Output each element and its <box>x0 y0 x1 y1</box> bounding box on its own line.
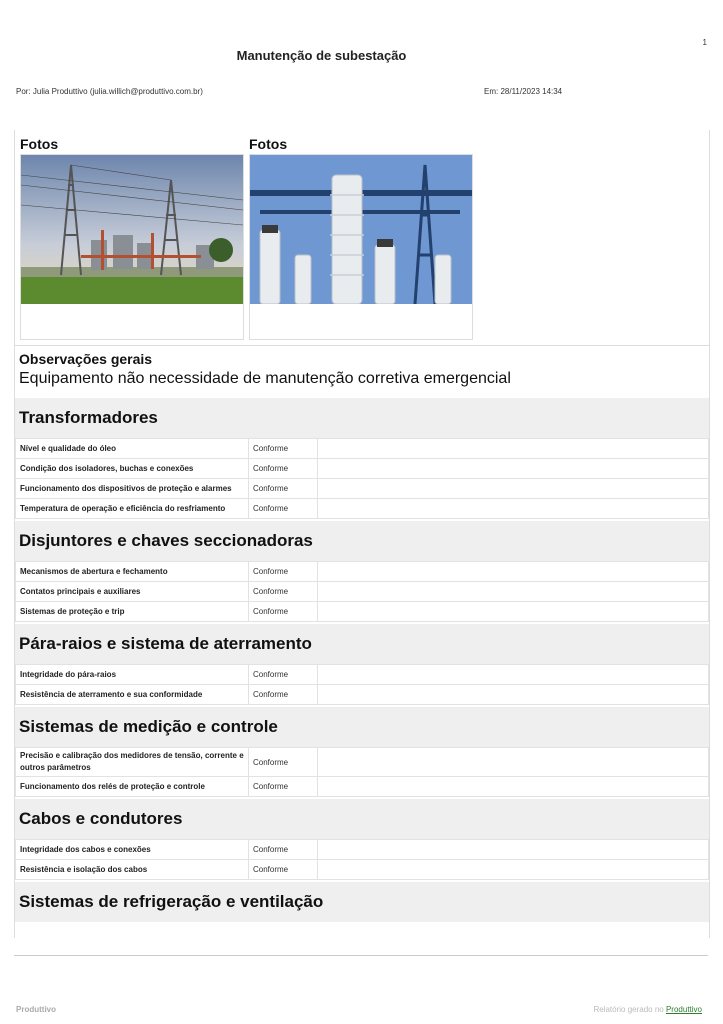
item-question: Sistemas de proteção e trip <box>16 602 249 622</box>
item-notes <box>318 685 709 705</box>
photo-frame[interactable] <box>249 154 473 340</box>
table-row <box>16 602 709 622</box>
observations-text: Equipamento não necessidade de manutenção corretiva emergencial <box>19 370 511 387</box>
insulators-photo-icon <box>250 155 472 304</box>
report-body <box>14 130 710 938</box>
item-notes <box>318 439 709 459</box>
item-answer: Conforme <box>249 860 318 880</box>
photos-row <box>15 130 709 345</box>
item-question: Precisão e calibração dos medidores de tensão, corrente e outros parâmetros <box>16 748 249 777</box>
item-question: Condição dos isoladores, buchas e conexões <box>16 459 249 479</box>
page-title: Manutenção de subestação <box>236 48 407 63</box>
item-question: Temperatura de operação e eficiência do resfriamento <box>16 499 249 519</box>
table-row <box>16 459 709 479</box>
item-answer: Conforme <box>249 582 318 602</box>
table-row <box>16 665 709 685</box>
table-row <box>16 499 709 519</box>
table-row <box>16 685 709 705</box>
item-question: Resistência de aterramento e sua conformidade <box>16 685 249 705</box>
section-title: Sistemas de medição e controle <box>15 707 709 747</box>
section-title: Transformadores <box>15 398 709 438</box>
item-question: Integridade dos cabos e conexões <box>16 840 249 860</box>
photo-frame[interactable] <box>20 154 244 340</box>
substation-photo-icon <box>21 155 243 304</box>
footer-brand: Produttivo <box>16 1005 56 1014</box>
item-question: Mecanismos de abertura e fechamento <box>16 562 249 582</box>
item-answer: Conforme <box>249 777 318 797</box>
section-title: Cabos e condutores <box>15 799 709 839</box>
checklist-table <box>15 839 709 880</box>
item-answer: Conforme <box>249 499 318 519</box>
table-row <box>16 748 709 777</box>
observations-title: Observações gerais <box>19 351 153 367</box>
table-row <box>16 860 709 880</box>
item-answer: Conforme <box>249 685 318 705</box>
table-row <box>16 582 709 602</box>
table-row <box>16 562 709 582</box>
item-notes <box>318 602 709 622</box>
footer-link[interactable]: Produttivo <box>665 1005 702 1014</box>
photo-label: Fotos <box>20 136 59 152</box>
section-title: Pára-raios e sistema de aterramento <box>15 624 709 664</box>
item-answer: Conforme <box>249 665 318 685</box>
general-observations <box>15 345 709 396</box>
item-notes <box>318 860 709 880</box>
photo-cell <box>249 134 473 345</box>
page-number: 1 <box>702 38 707 47</box>
item-notes <box>318 459 709 479</box>
item-notes <box>318 582 709 602</box>
date-line: Em: 28/11/2023 14:34 <box>484 87 563 96</box>
item-answer: Conforme <box>249 439 318 459</box>
item-answer: Conforme <box>249 748 318 777</box>
checklist-table <box>15 561 709 622</box>
table-row <box>16 479 709 499</box>
item-question: Funcionamento dos dispositivos de proteção e alarmes <box>16 479 249 499</box>
photo-label: Fotos <box>249 136 288 152</box>
checklist-table <box>15 664 709 705</box>
checklist-table <box>15 438 709 519</box>
item-question: Resistência e isolação dos cabos <box>16 860 249 880</box>
item-question: Contatos principais e auxiliares <box>16 582 249 602</box>
checklist-table <box>15 747 709 797</box>
item-answer: Conforme <box>249 840 318 860</box>
item-question: Integridade do pára-raios <box>16 665 249 685</box>
item-answer: Conforme <box>249 602 318 622</box>
footer-divider <box>14 955 708 956</box>
item-question: Funcionamento dos relés de proteção e controle <box>16 777 249 797</box>
item-answer: Conforme <box>249 459 318 479</box>
item-answer: Conforme <box>249 562 318 582</box>
item-notes <box>318 562 709 582</box>
item-notes <box>318 840 709 860</box>
item-notes <box>318 665 709 685</box>
item-notes <box>318 479 709 499</box>
section-title: Disjuntores e chaves seccionadoras <box>15 521 709 561</box>
photo-cell <box>20 134 244 345</box>
item-question: Nível e qualidade do óleo <box>16 439 249 459</box>
footer-note-text: Relatório gerado no <box>593 1005 666 1014</box>
footer-note <box>593 1005 702 1014</box>
item-notes <box>318 777 709 797</box>
item-answer: Conforme <box>249 479 318 499</box>
item-notes <box>318 499 709 519</box>
author-line: Por: Julia Produttivo (julia.willich@produttivo.com.br) <box>16 87 203 96</box>
section-title: Sistemas de refrigeração e ventilação <box>15 882 709 922</box>
item-notes <box>318 748 709 777</box>
table-row <box>16 840 709 860</box>
table-row <box>16 439 709 459</box>
table-row <box>16 777 709 797</box>
